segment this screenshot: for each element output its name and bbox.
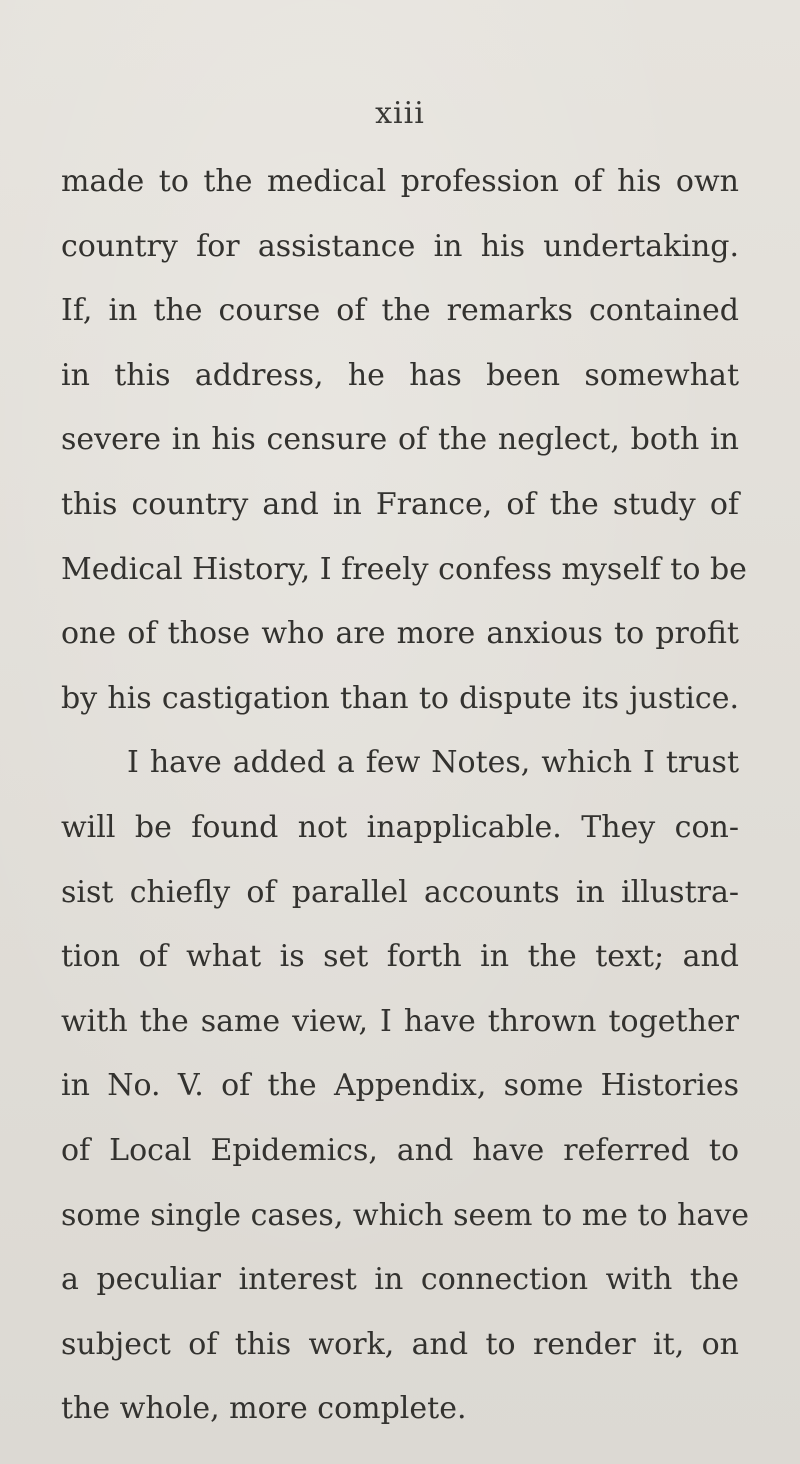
text-line: a peculiar interest in connection with the bbox=[61, 1262, 739, 1298]
text-line: the whole, more complete. bbox=[61, 1391, 467, 1427]
body-text bbox=[61, 150, 749, 1442]
text-line: subject of this work, and to render it, on bbox=[61, 1326, 739, 1362]
text-line: of Local Epidemics, and have referred to bbox=[61, 1132, 739, 1168]
text-line: in No. V. of the Appendix, some Histories bbox=[61, 1068, 739, 1104]
text-line: with the same view, I have thrown together bbox=[61, 1003, 739, 1039]
text-line: If, in the course of the remarks contained bbox=[61, 293, 739, 329]
text-line: sist chiefly of parallel accounts in illustra- bbox=[61, 874, 739, 910]
text-line: made to the medical profession of his own bbox=[61, 164, 739, 199]
text-line: in this address, he has been somewhat bbox=[61, 357, 739, 393]
text-line: tion of what is set forth in the text; and bbox=[61, 939, 739, 975]
paragraph-start-line: I have added a few Notes, which I trust bbox=[127, 745, 739, 781]
page-number: xiii bbox=[375, 96, 425, 131]
text-line: one of those who are more anxious to profit bbox=[61, 616, 739, 652]
text-line: some single cases, which seem to me to have bbox=[61, 1197, 749, 1233]
text-line: this country and in France, of the study of bbox=[61, 486, 739, 522]
text-line: severe in his censure of the neglect, both in bbox=[61, 422, 739, 458]
text-line: country for assistance in his undertaking. bbox=[61, 228, 739, 264]
text-line: by his castigation than to dispute its justice. bbox=[61, 680, 739, 716]
text-line: will be found not inapplicable. They con- bbox=[61, 809, 739, 845]
text-line: Medical History, I freely confess myself to be bbox=[61, 551, 747, 587]
